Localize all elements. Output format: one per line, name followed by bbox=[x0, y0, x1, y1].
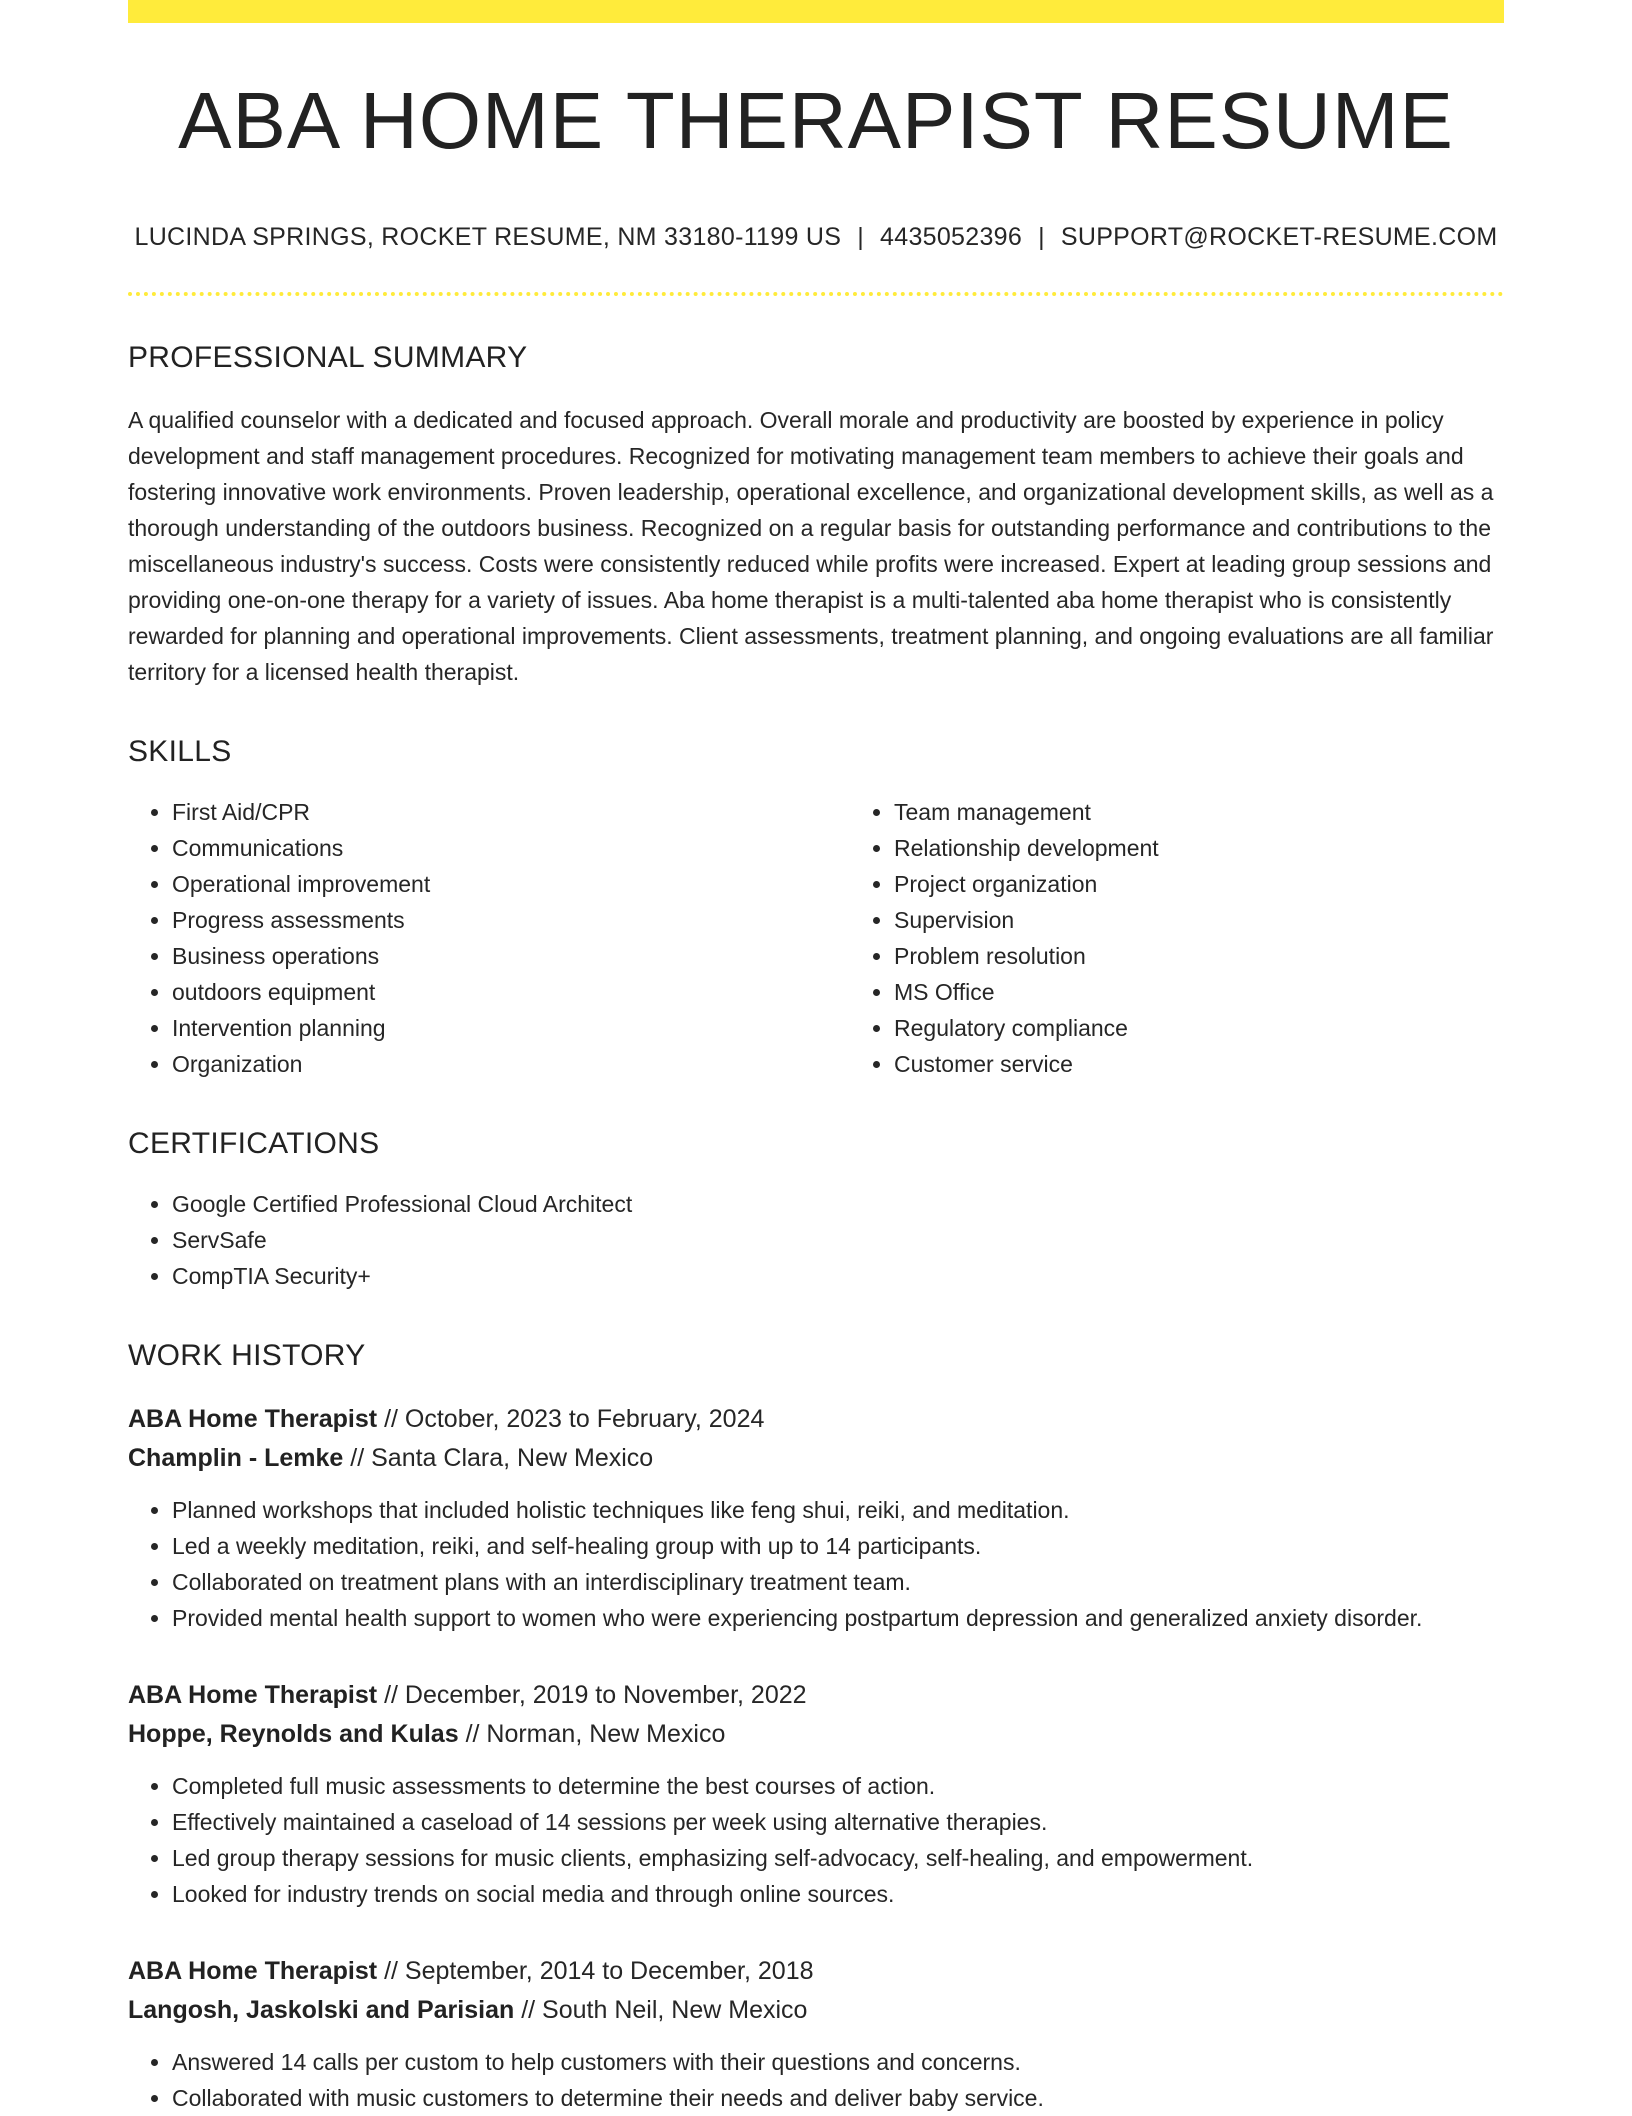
skill-item: • Progress assessments bbox=[172, 902, 850, 938]
job-duty: • Effectively maintained a caseload of 14 sessions per week using alternative therapies. bbox=[172, 1804, 1504, 1840]
certification-item: • ServSafe bbox=[172, 1222, 1504, 1258]
skills-grid bbox=[128, 794, 1504, 1082]
summary-section bbox=[128, 340, 1504, 690]
dotted-divider bbox=[128, 292, 1504, 296]
job-location: // Santa Clara, New Mexico bbox=[350, 1444, 654, 1472]
contact-email: SUPPORT@ROCKET-RESUME.COM bbox=[1060, 223, 1498, 251]
job-location: // Norman, New Mexico bbox=[465, 1720, 726, 1748]
skills-list-right bbox=[850, 794, 1572, 1082]
contact-separator: | bbox=[857, 223, 865, 251]
skills-list-left bbox=[128, 794, 850, 1082]
job-duty: • Collaborated with music customers to determine their needs and deliver baby service. bbox=[172, 2080, 1504, 2116]
skill-item: • Supervision bbox=[894, 902, 1572, 938]
job-title-line bbox=[128, 1952, 1504, 1991]
job-duty: • Looked for industry trends on social media and through online sources. bbox=[172, 1876, 1504, 1912]
certifications-list bbox=[128, 1186, 1504, 1294]
job-duty: • Collaborated on treatment plans with an interdisciplinary treatment team. bbox=[172, 1564, 1504, 1600]
skill-item: • Relationship development bbox=[894, 830, 1572, 866]
work-history-section bbox=[128, 1338, 1504, 2116]
job-dates: // October, 2023 to February, 2024 bbox=[384, 1405, 765, 1433]
job-location: // South Neil, New Mexico bbox=[521, 1996, 808, 2024]
job-company: Langosh, Jaskolski and Parisian bbox=[128, 1996, 515, 2024]
work-history-heading: WORK HISTORY bbox=[128, 1339, 366, 1372]
contact-phone: 4435052396 bbox=[880, 223, 1023, 251]
job-title: ABA Home Therapist bbox=[128, 1681, 378, 1709]
job-entry bbox=[128, 1676, 1504, 1912]
job-duty: • Led a weekly meditation, reiki, and self-healing group with up to 14 participants. bbox=[172, 1528, 1504, 1564]
skill-item: • Team management bbox=[894, 794, 1572, 830]
skill-item: • Business operations bbox=[172, 938, 850, 974]
job-company: Champlin - Lemke bbox=[128, 1444, 344, 1472]
job-company-line bbox=[128, 1439, 1504, 1478]
contact-separator: | bbox=[1038, 223, 1045, 251]
certification-item: • Google Certified Professional Cloud Architect bbox=[172, 1186, 1504, 1222]
certifications-heading: CERTIFICATIONS bbox=[128, 1127, 380, 1160]
skills-heading: SKILLS bbox=[128, 735, 232, 768]
skill-item: • Project organization bbox=[894, 866, 1572, 902]
summary-heading: PROFESSIONAL SUMMARY bbox=[128, 341, 528, 374]
job-title: ABA Home Therapist bbox=[128, 1957, 378, 1985]
skills-section bbox=[128, 734, 1504, 1082]
job-duty: • Provided mental health support to women who were experiencing postpartum depression and generalized anxiety disorder. bbox=[172, 1600, 1504, 1636]
job-duties-list bbox=[128, 1492, 1504, 1636]
job-company-line bbox=[128, 1991, 1504, 2030]
skill-item: • Operational improvement bbox=[172, 866, 850, 902]
resume-page bbox=[128, 0, 1504, 2112]
accent-top-bar bbox=[128, 0, 1504, 23]
job-dates: // September, 2014 to December, 2018 bbox=[384, 1957, 814, 1985]
job-duty: • Answered 14 calls per custom to help customers with their questions and concerns. bbox=[172, 2044, 1504, 2080]
job-title-line bbox=[128, 1676, 1504, 1715]
job-duties-list bbox=[128, 1768, 1504, 1912]
job-duty: • Led group therapy sessions for music clients, emphasizing self-advocacy, self-healing, and empowerment. bbox=[172, 1840, 1504, 1876]
certifications-section bbox=[128, 1126, 1504, 1294]
summary-text: A qualified counselor with a dedicated and focused approach. Overall morale and productivity are boosted by experience in policy development and staff management procedures. Recognized for motivating management team members to achieve their goals and fostering innovative work environments. Proven leadership, operational excellence, and organizational development skills, as well as a thorough understanding of the outdoors business. Recognized on a regular basis for outstanding performance and contributions to the miscellaneous industry's success. Costs were consistently reduced while profits were increased. Expert at leading group sessions and providing one-on-one therapy for a variety of issues. Aba home therapist is a multi-talented aba home therapist who is consistently rewarded for planning and operational improvements. Client assessments, treatment planning, and ongoing evaluations are all familiar territory for a licensed health therapist. bbox=[128, 407, 1494, 685]
contact-line bbox=[128, 223, 1504, 252]
job-title-line bbox=[128, 1400, 1504, 1439]
skill-item: • Intervention planning bbox=[172, 1010, 850, 1046]
job-company: Hoppe, Reynolds and Kulas bbox=[128, 1720, 459, 1748]
job-duty: • Completed full music assessments to determine the best courses of action. bbox=[172, 1768, 1504, 1804]
job-dates: // December, 2019 to November, 2022 bbox=[384, 1681, 807, 1709]
skill-item: • Communications bbox=[172, 830, 850, 866]
job-duties-list bbox=[128, 2044, 1504, 2116]
resume-title: ABA HOME THERAPIST RESUME bbox=[178, 76, 1454, 165]
skill-item: • Customer service bbox=[894, 1046, 1572, 1082]
skill-item: • Organization bbox=[172, 1046, 850, 1082]
contact-address: LUCINDA SPRINGS, ROCKET RESUME, NM 33180-1199 US bbox=[134, 223, 842, 251]
certification-item: • CompTIA Security+ bbox=[172, 1258, 1504, 1294]
skill-item: • MS Office bbox=[894, 974, 1572, 1010]
skill-item: • Regulatory compliance bbox=[894, 1010, 1572, 1046]
job-duty: • Planned workshops that included holistic techniques like feng shui, reiki, and meditation. bbox=[172, 1492, 1504, 1528]
job-title: ABA Home Therapist bbox=[128, 1405, 378, 1433]
skill-item: • Problem resolution bbox=[894, 938, 1572, 974]
job-entry bbox=[128, 1400, 1504, 1636]
skill-item: • First Aid/CPR bbox=[172, 794, 850, 830]
job-entry bbox=[128, 1952, 1504, 2116]
skill-item: • outdoors equipment bbox=[172, 974, 850, 1010]
job-company-line bbox=[128, 1715, 1504, 1754]
